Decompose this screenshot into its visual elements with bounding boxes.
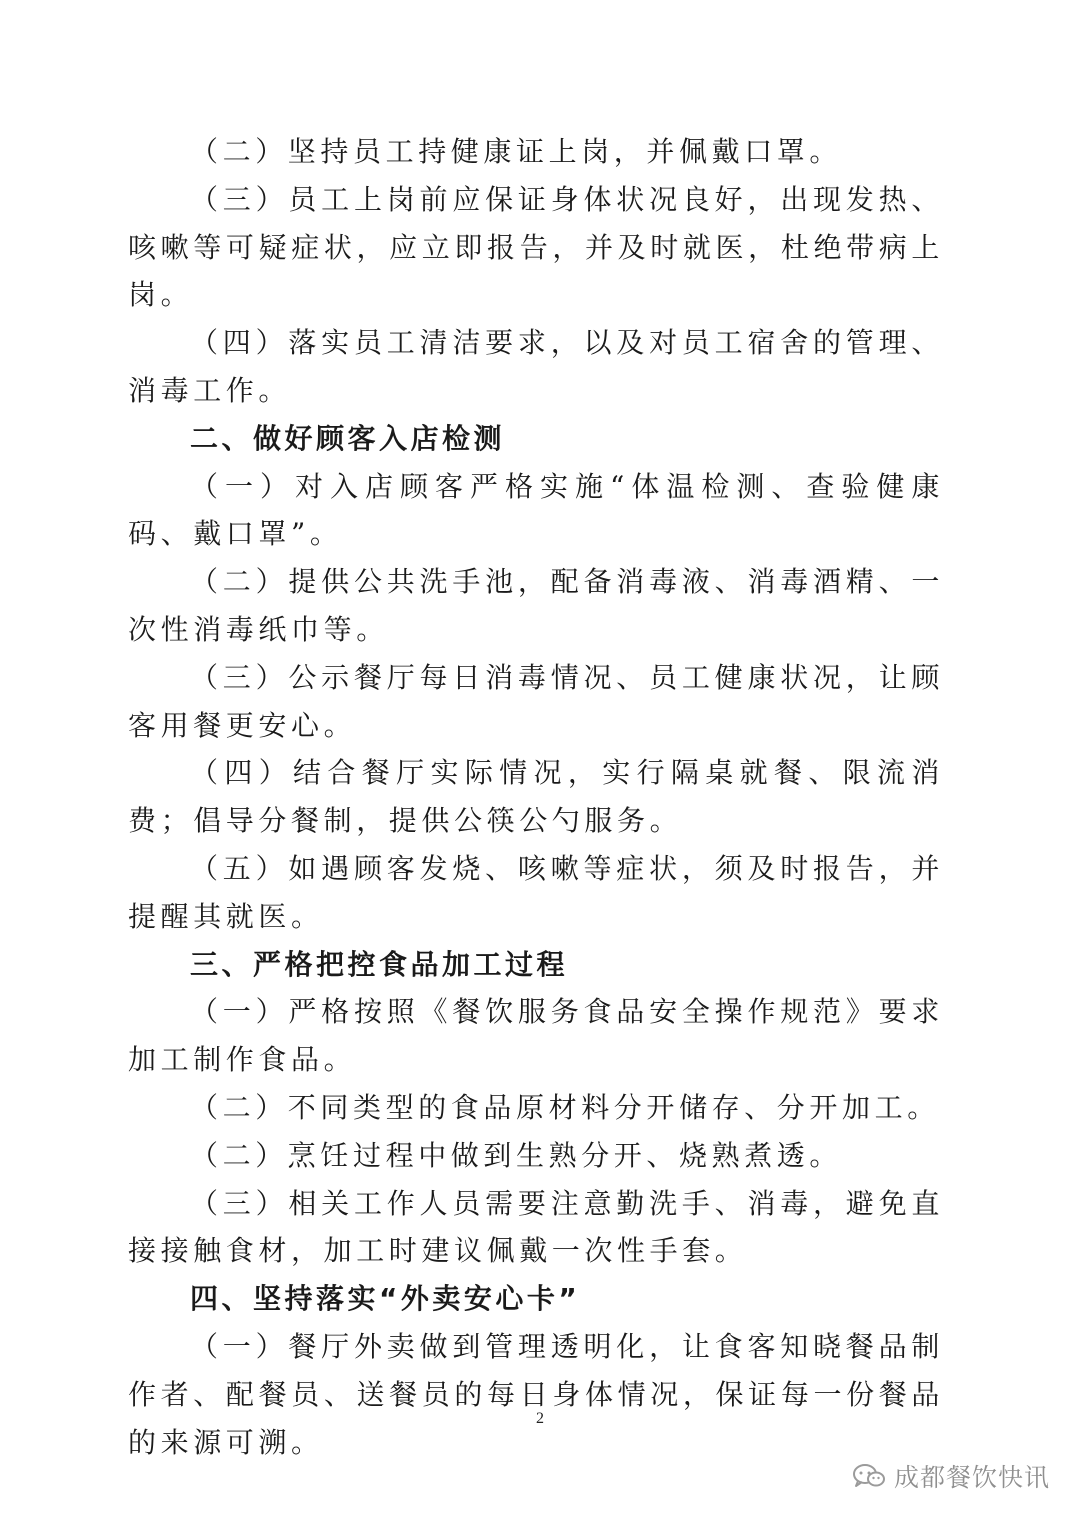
paragraph: （一）对入店顾客严格实施“体温检测、查验健康码、戴口罩”。 — [128, 469, 944, 551]
watermark-text: 成都餐饮快讯 — [893, 1463, 1050, 1492]
paragraph: （三）公示餐厅每日消毒情况、员工健康状况，让顾客用餐更安心。 — [128, 660, 944, 742]
paragraph: （四）结合餐厅实际情况，实行隔桌就餐、限流消费；倡导分餐制，提供公筷公勺服务。 — [128, 756, 944, 838]
document-body — [128, 128, 944, 1466]
paragraph: （四）落实员工清洁要求，以及对员工宿舍的管理、消毒工作。 — [128, 326, 944, 407]
paragraph: （二）烹饪过程中做到生熟分开、烧熟煮透。 — [190, 1138, 843, 1172]
section-heading: 四、坚持落实“外卖安心卡” — [190, 1282, 581, 1316]
paragraph: （三）相关工作人员需要注意勤洗手、消毒，避免直接接触食材，加工时建议佩戴一次性手套。 — [128, 1186, 944, 1268]
paragraph: （一）严格按照《餐饮服务食品安全操作规范》要求加工制作食品。 — [128, 995, 944, 1077]
section-heading: 二、做好顾客入店检测 — [190, 421, 506, 455]
paragraph: （二）不同类型的食品原材料分开储存、分开加工。 — [190, 1090, 940, 1124]
paragraph: （二）坚持员工持健康证上岗，并佩戴口罩。 — [190, 135, 843, 168]
page-number: 2 — [536, 1410, 544, 1427]
wechat-icon — [852, 1463, 886, 1489]
section-heading: 三、严格把控食品加工过程 — [190, 947, 569, 981]
source-watermark — [852, 1458, 1050, 1494]
paragraph: （二）提供公共洗手池，配备消毒液、消毒酒精、一次性消毒纸巾等。 — [128, 565, 944, 646]
paragraph: （五）如遇顾客发烧、咳嗽等症状，须及时报告，并提醒其就医。 — [128, 851, 944, 933]
paragraph: （三）员工上岗前应保证身体状况良好，出现发热、咳嗽等可疑症状，应立即报告，并及时就医，杜绝带病上岗。 — [128, 182, 944, 312]
paragraph: （一）餐厅外卖做到管理透明化，让食客知晓餐品制作者、配餐员、送餐员的每日身体情况，保证每一份餐品的来源可溯。 — [128, 1329, 944, 1459]
